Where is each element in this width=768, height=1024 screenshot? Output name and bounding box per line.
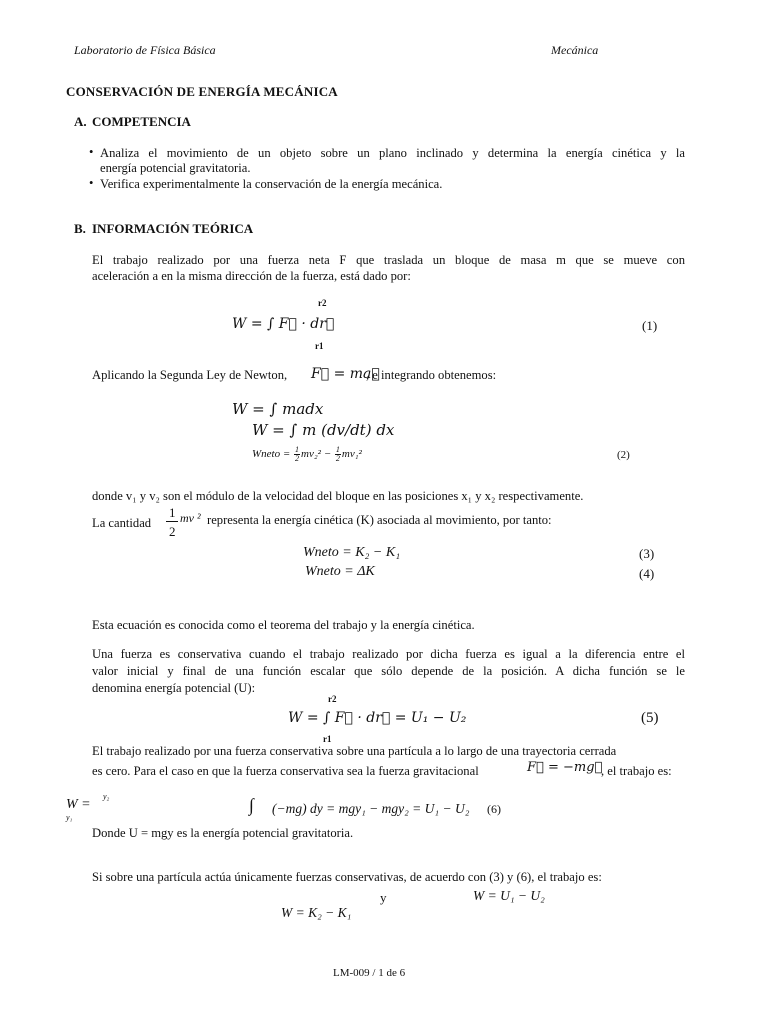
equation-2a: W = ∫ madx xyxy=(232,400,324,418)
cantidad-frac-num: 1 xyxy=(169,505,176,520)
equation-4-number: (4) xyxy=(639,566,655,581)
paragraph-2-line-2: valor inicial y final de una función escalar que sólo depende de la posición. A dicha función se le xyxy=(92,664,685,678)
section-b-title: INFORMACIÓN TEÓRICA xyxy=(92,221,254,236)
eq2c-end: mv₁² xyxy=(341,448,362,461)
equation-1-number: (1) xyxy=(642,318,658,333)
cantidad-frac-den: 2 xyxy=(169,524,176,539)
cantidad-text: representa la energía cinética (K) asociada al movimiento, por tanto: xyxy=(207,513,552,527)
equation-2-number: (2) xyxy=(617,449,630,461)
integral-sign: ∫ xyxy=(249,795,254,815)
conjunction-y: y xyxy=(380,890,387,905)
header-subject: Mecánica xyxy=(551,43,599,57)
eq1-lower-limit: r1 xyxy=(315,341,324,351)
paragraph-4: Si sobre una partícula actúa únicamente fuerzas conservativas, de acuerdo con (3) y (6), el trabajo es: xyxy=(92,870,602,884)
equation-6-lhs: W = xyxy=(66,797,91,812)
theorem-line: Esta ecuación es conocida como el teorema del trabajo y la energía cinética. xyxy=(92,618,475,632)
cantidad-label: La cantidad xyxy=(92,516,152,530)
document-title: CONSERVACIÓN DE ENERGÍA MECÁNICA xyxy=(66,84,338,99)
paragraph-3-line-2-post: , el trabajo es: xyxy=(601,764,672,778)
equation-2b: W = ∫ m (dv/dt) dx xyxy=(252,421,395,439)
donde-line: donde v₁ y v₂ son el módulo de la velocidad del bloque en las posiciones x₁ y x₂ respectivamente. xyxy=(92,489,584,503)
one-half-fraction: $\frac{1}{2}$ xyxy=(335,445,340,463)
eq6-lower-limit: y₁ xyxy=(66,813,73,822)
eq6-upper-limit: y₂ xyxy=(103,792,110,801)
fraction-bar xyxy=(166,521,178,522)
equation-3: Wneto = K₂ − K₁ xyxy=(303,545,401,560)
paragraph-3-line-2: es cero. Para el caso en que la fuerza conservativa sea la fuerza gravitacional xyxy=(92,764,479,778)
gravity-force-equation: F⃗ = −mg⃗ xyxy=(527,760,603,775)
bullet-marker: • xyxy=(89,145,94,159)
newton-equation: F⃗ = ma⃗ xyxy=(311,366,380,382)
section-b-label: B. xyxy=(74,221,86,236)
eq2c-lhs: Wneto = xyxy=(252,448,291,461)
final-kinetic-equation: W = K₂ − K₁ xyxy=(281,905,352,920)
paragraph-2-line-3: denomina energía potencial (U): xyxy=(92,681,256,695)
section-a-title: COMPETENCIA xyxy=(92,114,191,129)
potential-energy-line: Donde U = mgy es la energía potencial gravitatoria. xyxy=(92,826,354,840)
section-a-label: A. xyxy=(74,114,87,129)
bullet-2: Verifica experimentalmente la conservación de la energía mecánica. xyxy=(100,177,443,191)
paragraph-1-line-2: aceleración a en la misma dirección de la fuerza, está dado por: xyxy=(92,269,411,283)
paragraph-1-line-1: El trabajo realizado por una fuerza neta F que traslada un bloque de masa m que se mueve con xyxy=(92,253,685,267)
equation-5: W = ∫ F⃗ · dr⃗ = U₁ − U₂ xyxy=(288,710,467,726)
equation-2c xyxy=(252,446,362,463)
equation-3-number: (3) xyxy=(639,546,655,561)
paragraph-2-line-1: Una fuerza es conservativa cuando el trabajo realizado por dicha fuerza es igual a la diferencia entre el xyxy=(92,647,685,661)
newton-line-text: Aplicando la Segunda Ley de Newton, xyxy=(92,368,288,382)
equation-6-number: (6) xyxy=(487,802,501,816)
equation-4: Wneto = ΔK xyxy=(305,564,375,579)
page-footer: LM-009 / 1 de 6 xyxy=(333,967,406,979)
header-lab-name: Laboratorio de Física Básica xyxy=(74,43,216,57)
bullet-1-line-1: Analiza el movimiento de un objeto sobre un plano inclinado y determina la energía cinética y la xyxy=(100,146,685,160)
bullet-1-line-2: energía potencial gravitatoria. xyxy=(100,161,251,175)
eq5-lower-limit: r1 xyxy=(323,734,332,744)
eq2c-middle: mv₂² − xyxy=(301,448,334,461)
equation-6: (−mg) dy = mgy₁ − mgy₂ = U₁ − U₂ xyxy=(272,801,470,816)
newton-line-post: , e integrando obtenemos: xyxy=(366,368,497,382)
final-potential-equation: W = U₁ − U₂ xyxy=(473,888,545,903)
bullet-marker: • xyxy=(89,176,94,190)
eq5-upper-limit: r2 xyxy=(328,694,337,704)
equation-1: W = ∫ F⃗ · dr⃗ xyxy=(232,316,335,332)
cantidad-expression: mv ² xyxy=(180,511,201,525)
paragraph-3-line-1: El trabajo realizado por una fuerza conservativa sobre una partícula a lo largo de una trayectoria cerrada xyxy=(92,744,617,758)
eq1-upper-limit: r2 xyxy=(318,298,327,308)
one-half-fraction: $\frac{1}{2}$ xyxy=(295,445,300,463)
equation-5-number: (5) xyxy=(641,710,659,726)
